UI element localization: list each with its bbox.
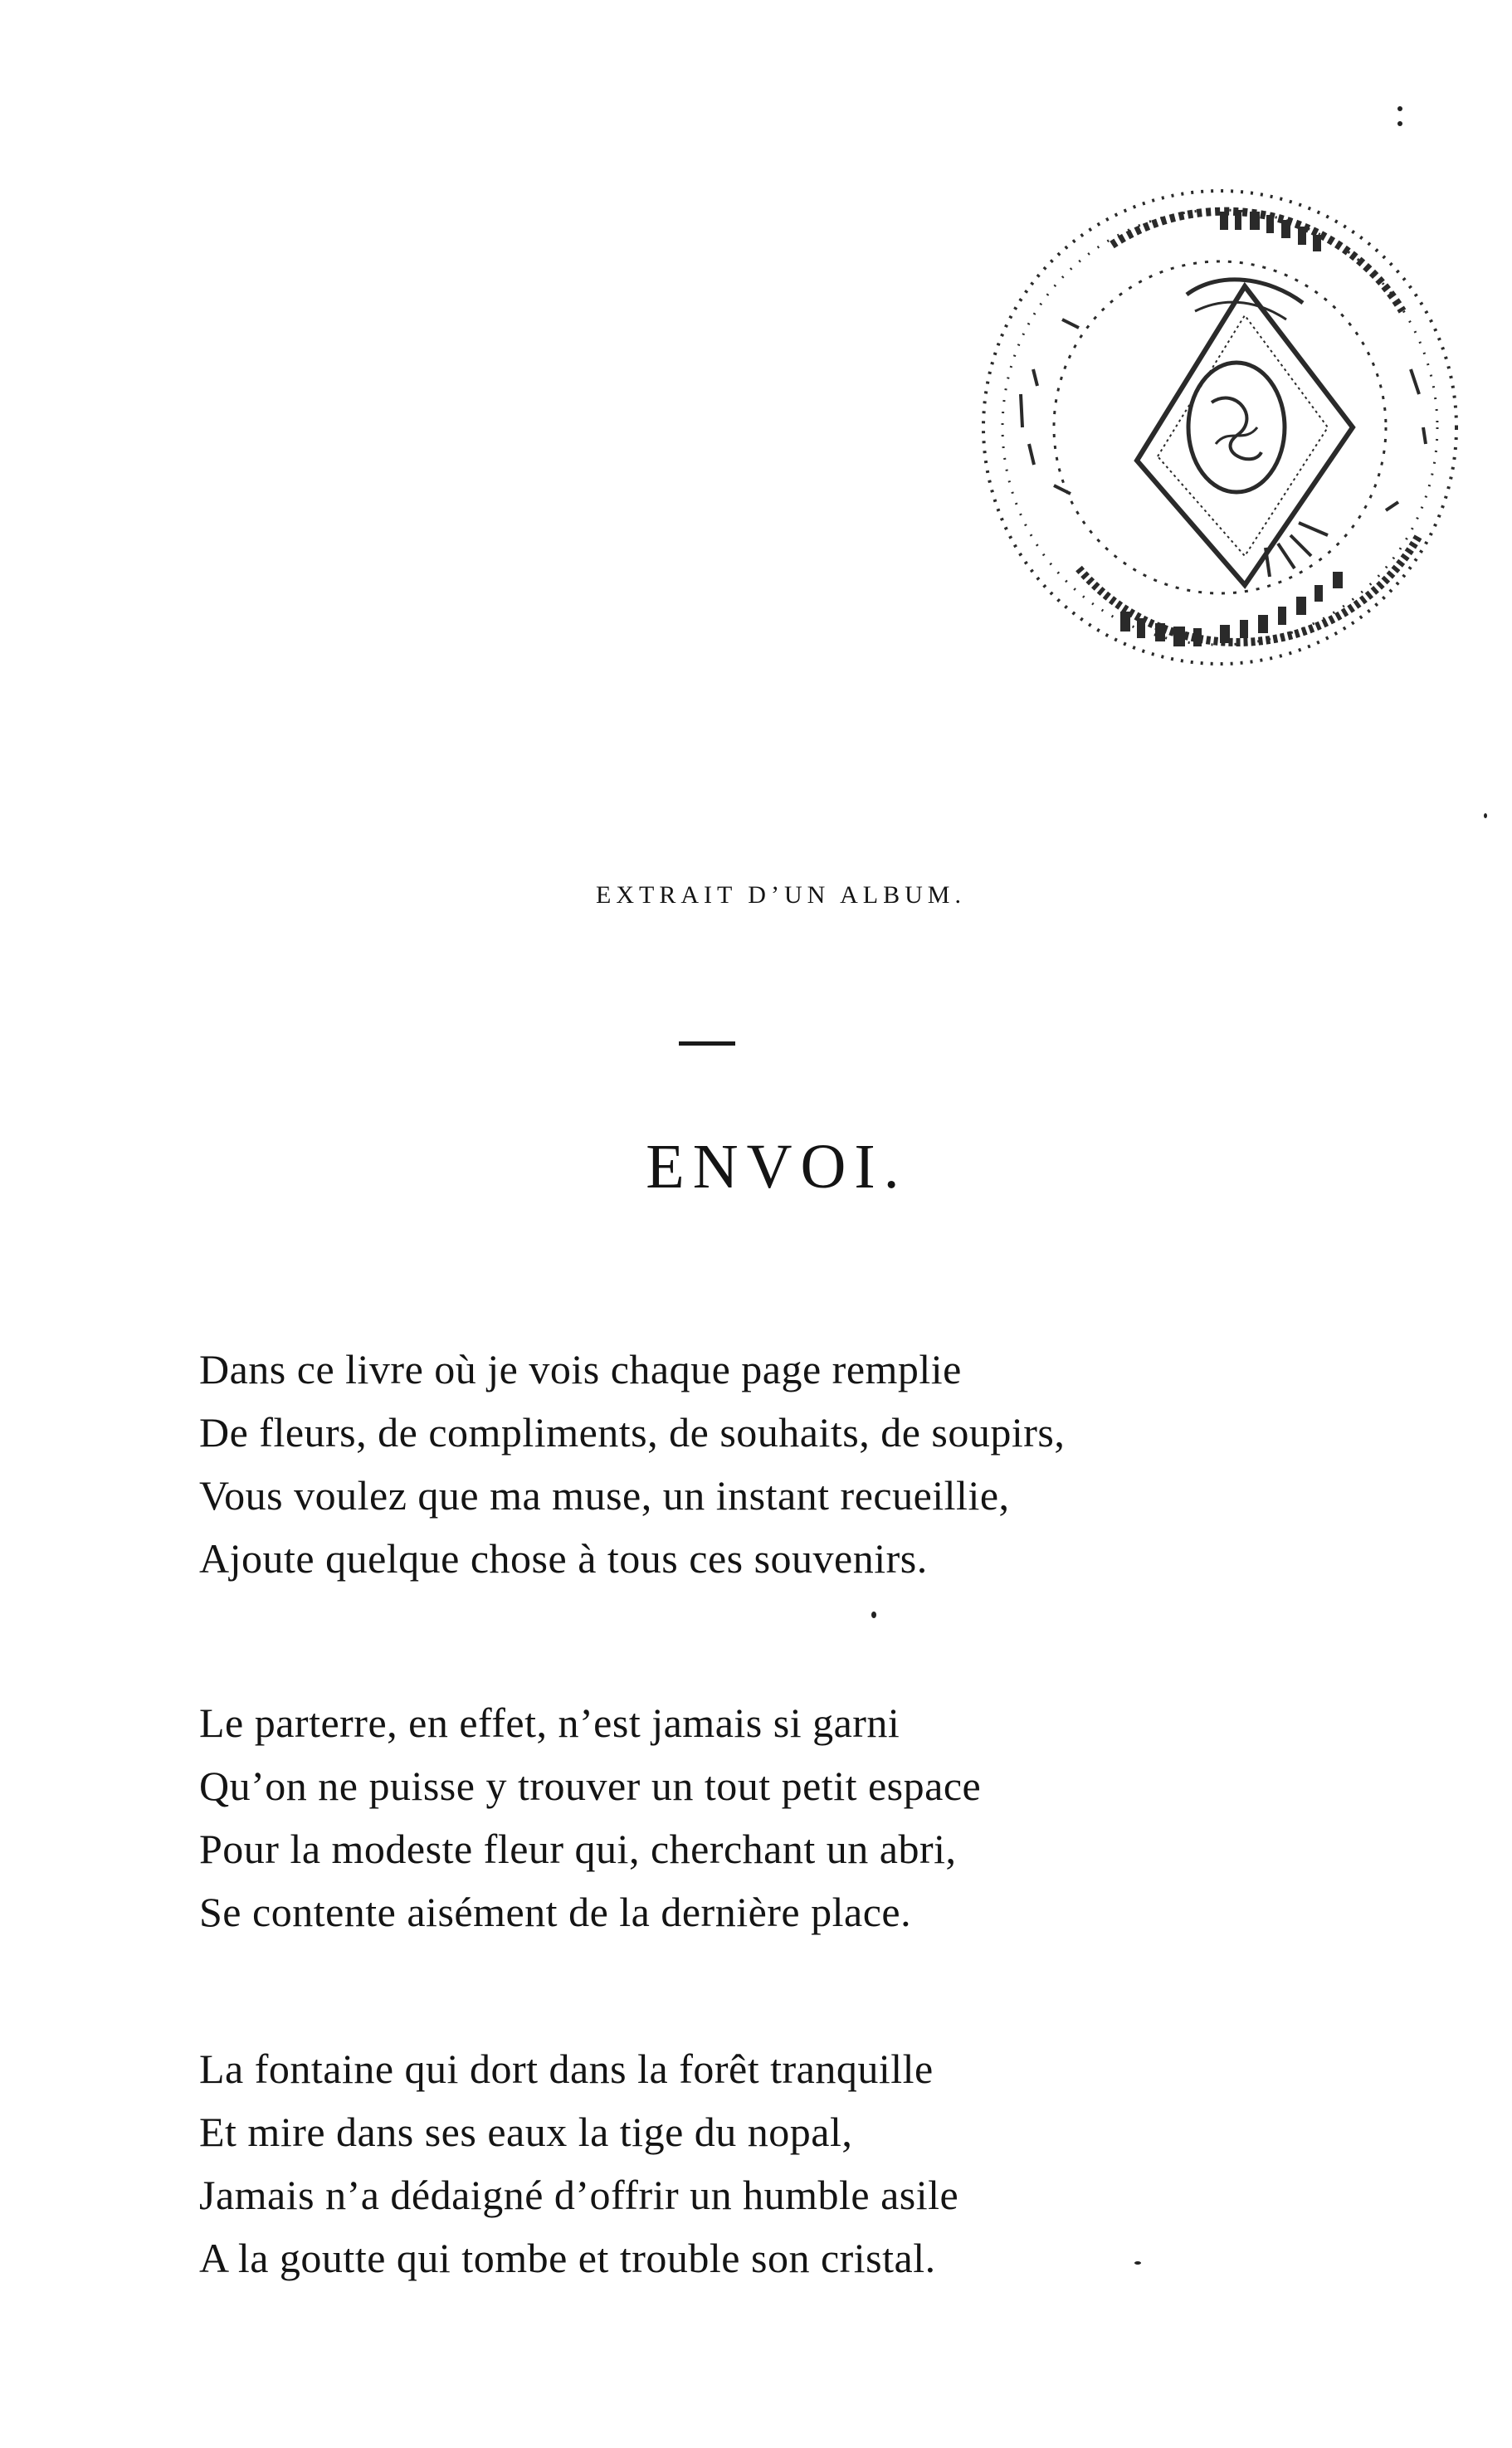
poem-line: Le parterre, en effet, n’est jamais si garni [199, 1699, 900, 1746]
poem-line: Et mire dans ses eaux la tige du nopal, [199, 2109, 853, 2155]
poem-stanza [199, 2037, 1278, 2290]
poem-title: ENVOI. [646, 1132, 908, 1202]
poem-line: La fontaine qui dort dans la forêt tranquille [199, 2046, 934, 2092]
separator-rule [679, 1041, 735, 1046]
poem-line: A la goutte qui tombe et trouble son cristal. [199, 2235, 936, 2281]
ink-speck [871, 1612, 876, 1618]
poem-stanza [199, 1338, 1278, 1590]
poem-stanza [199, 1691, 1278, 1943]
ink-speck [1397, 121, 1402, 126]
poem-line: Jamais n’a dédaigné d’offrir un humble asile [199, 2172, 959, 2218]
library-stamp-seal [971, 178, 1469, 676]
poem-line: Vous voulez que ma muse, un instant recueillie, [199, 1472, 1010, 1519]
poem-line: Qu’on ne puisse y trouver un tout petit espace [199, 1763, 982, 1809]
ink-speck [1484, 813, 1487, 818]
poem-line: Dans ce livre où je vois chaque page remplie [199, 1346, 962, 1392]
poem-line: Pour la modeste fleur qui, cherchant un abri, [199, 1826, 957, 1872]
ink-speck [1397, 106, 1402, 111]
section-heading: EXTRAIT D’UN ALBUM. [596, 881, 966, 909]
poem-line: De fleurs, de compliments, de souhaits, de soupirs, [199, 1409, 1066, 1456]
poem-line: Se contente aisément de la dernière place. [199, 1889, 912, 1935]
poem-line: Ajoute quelque chose à tous ces souvenirs. [199, 1535, 928, 1582]
stamp-seal-icon [971, 178, 1469, 676]
